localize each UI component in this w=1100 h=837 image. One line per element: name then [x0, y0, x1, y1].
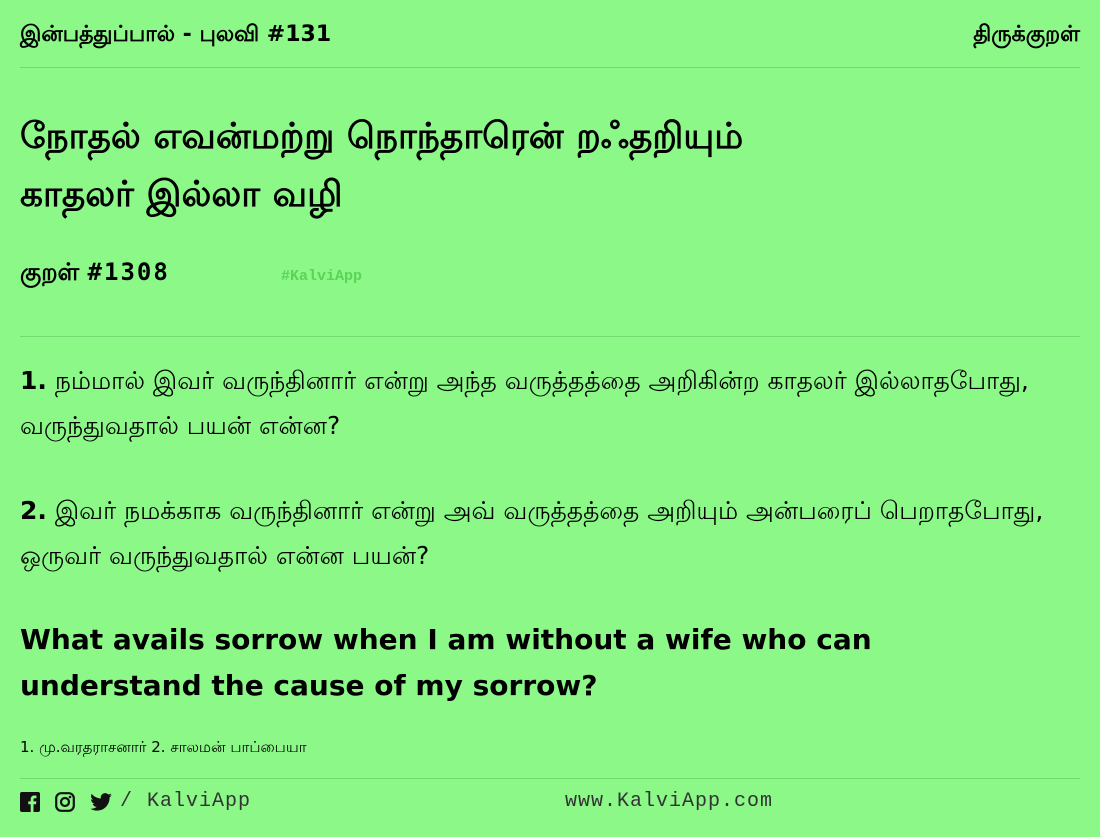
book-title: திருக்குறள்	[973, 22, 1080, 47]
meaning-1	[20, 358, 1080, 448]
hashtag: #KalviApp	[281, 268, 363, 285]
kural-number-value: #1308	[87, 258, 170, 286]
english-translation: What avails sorrow when I am without a wife who can understand the cause of my sorrow?	[20, 623, 872, 702]
twitter-icon[interactable]	[90, 793, 112, 815]
website-link[interactable]: www.KalviApp.com	[565, 790, 774, 813]
footer-separator: /	[120, 790, 133, 813]
facebook-icon[interactable]	[20, 792, 40, 816]
social-handle[interactable]: KalviApp	[147, 790, 252, 813]
meaning-1-text: நம்மால் இவர் வருந்தினார் என்று அந்த வருத்தத்தை அறிகின்ற காதலர் இல்லாதபோது, வருந்துவதால் பயன் என்ன?	[20, 366, 1029, 440]
footer-divider	[20, 778, 1080, 779]
social-icons	[20, 792, 122, 814]
instagram-icon[interactable]	[55, 792, 75, 816]
meaning-2-text: இவர் நமக்காக வருந்தினார் என்று அவ் வருத்தத்தை அறியும் அன்பரைப் பெறாதபோது, ஒருவர் வருந்துவதால் என்ன பயன்?	[20, 496, 1044, 570]
meaning-1-index: 1.	[20, 366, 47, 395]
kural-number	[20, 258, 170, 289]
commentator-credits: 1. மு.வரதராசனார் 2. சாலமன் பாப்பையா	[20, 738, 307, 756]
kural-line-1: நோதல் எவன்மற்று நொந்தாரென் றஃதறியும்	[20, 116, 744, 157]
kural-verse	[20, 108, 743, 224]
header	[20, 22, 1080, 58]
meaning-2	[20, 488, 1080, 578]
header-divider	[20, 67, 1080, 68]
meaning-2-index: 2.	[20, 496, 47, 525]
section-label: இன்பத்துப்பால் - புலவி #131	[20, 22, 332, 47]
kural-card	[20, 0, 1080, 837]
footer	[20, 790, 1080, 816]
kural-number-label: குறள்	[20, 258, 80, 286]
kural-line-2: காதலர் இல்லா வழி	[20, 174, 343, 215]
verse-divider	[20, 336, 1080, 337]
